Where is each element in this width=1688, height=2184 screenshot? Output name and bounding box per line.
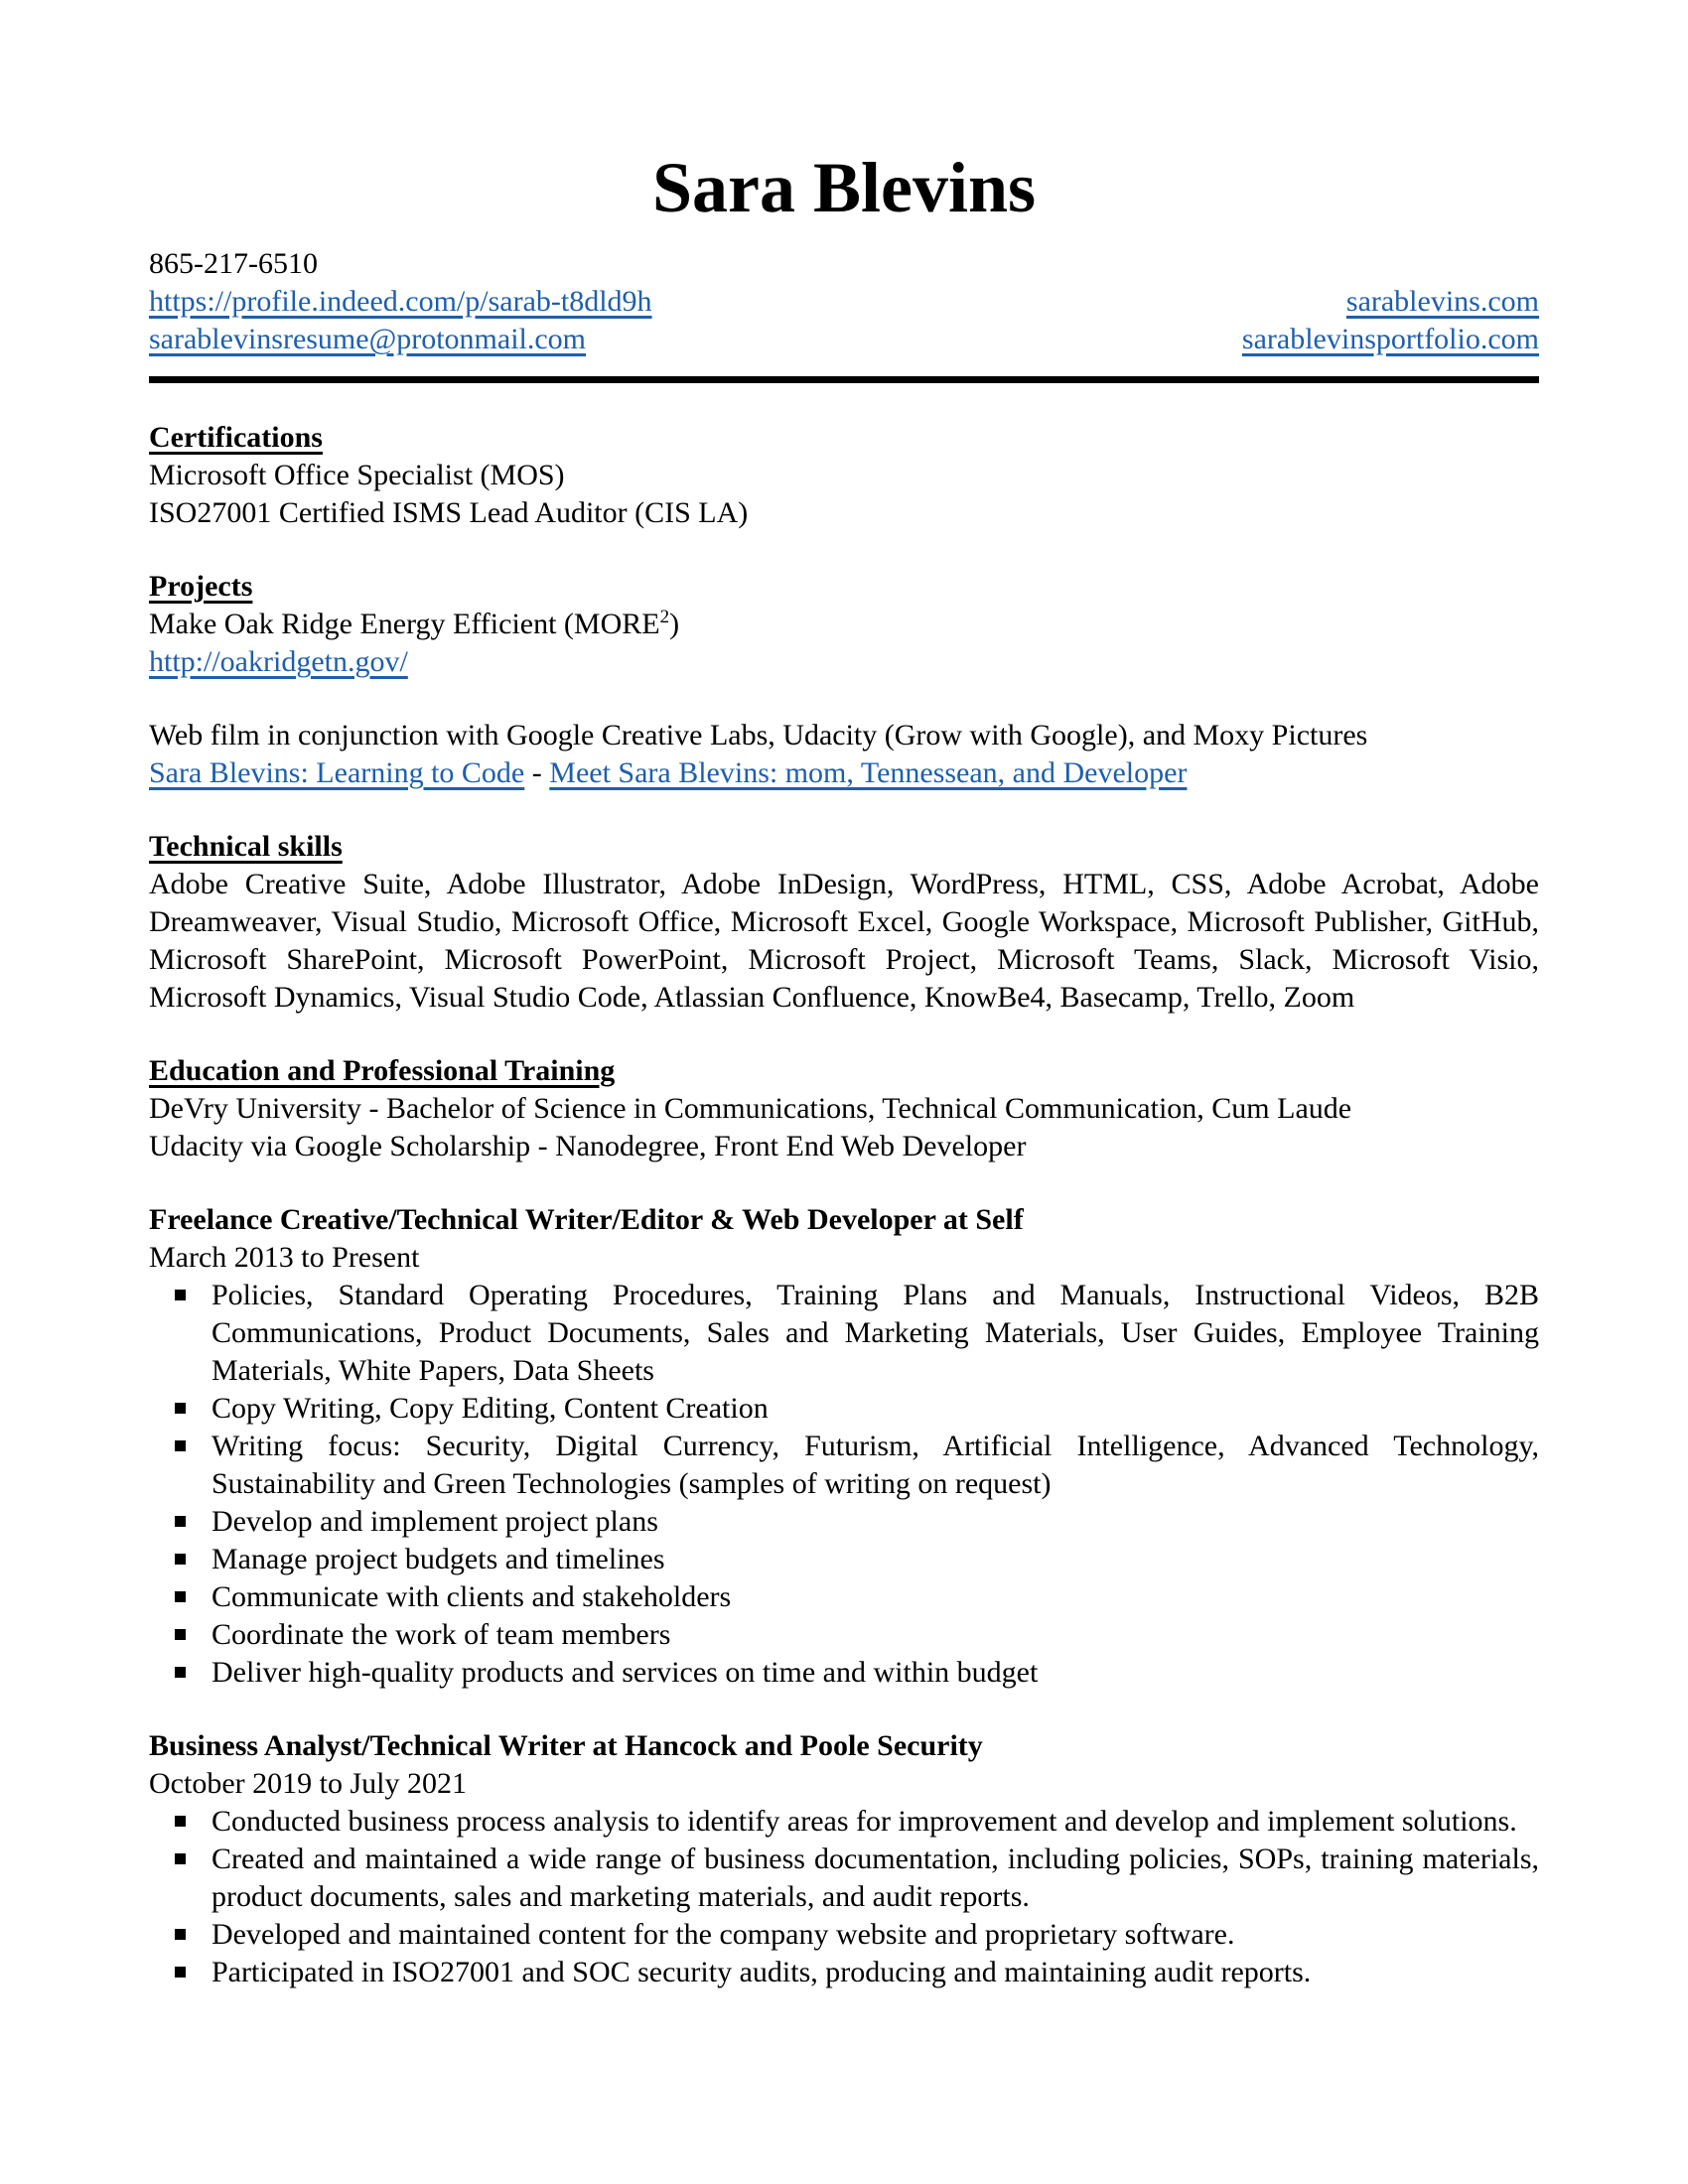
web-film-intro: Web film in conjunction with Google Creative Labs, Udacity (Grow with Google), and Moxy Pictures [149, 719, 1368, 751]
project-name [149, 606, 1539, 643]
education-heading: Education and Professional Training [149, 1054, 616, 1087]
job-bullet: Participated in ISO27001 and SOC security audits, producing and maintaining audit reports. [149, 1954, 1539, 1991]
job-bullet: Coordinate the work of team members [149, 1616, 1539, 1654]
job-bullet: Writing focus: Security, Digital Currency, Futurism, Artificial Intelligence, Advanced Technology, Sustainability and Green Technologies (samples of writing on request) [149, 1428, 1539, 1503]
portfolio-link[interactable]: sarablevinsportfolio.com [1241, 323, 1539, 355]
meet-sara-blevins-link[interactable]: Meet Sara Blevins: mom, Tennessean, and Developer [549, 756, 1188, 789]
project-name-text: Make Oak Ridge Energy Efficient (MORE [149, 608, 660, 640]
contact-row-2 [149, 321, 1539, 358]
project-link-row [149, 643, 1539, 681]
job-bullet: Copy Writing, Copy Editing, Content Creation [149, 1390, 1539, 1428]
hancock-bullet-list [149, 1803, 1539, 1991]
project-name-superscript: 2 [659, 607, 670, 627]
certification-item: ISO27001 Certified ISMS Lead Auditor (CIS LA) [149, 496, 749, 529]
education-item: Udacity via Google Scholarship - Nanodegree, Front End Web Developer [149, 1130, 1027, 1162]
projects-heading: Projects [149, 570, 253, 603]
technical-skills-heading: Technical skills [149, 830, 343, 863]
web-film-links-row [149, 754, 1539, 792]
header-divider [149, 376, 1539, 383]
job-bullet: Conducted business process analysis to identify areas for improvement and develop and implement solutions. [149, 1803, 1539, 1841]
oakridge-link[interactable]: http://oakridgetn.gov/ [149, 645, 408, 678]
job-title-hancock-poole: Business Analyst/Technical Writer at Hancock and Poole Security [149, 1729, 983, 1762]
job-bullet: Policies, Standard Operating Procedures, Training Plans and Manuals, Instructional Videos, B2B Communications, Product Documents, Sales and Marketing Materials, User Guides, Employee Training Materials, White Papers, Data Sheets [149, 1277, 1539, 1390]
technical-skills-text: Adobe Creative Suite, Adobe Illustrator, Adobe InDesign, WordPress, HTML, CSS, Adobe Acrobat, Adobe Dreamweaver, Visual Studio, Microsoft Office, Microsoft Excel, Google Workspace, Microsoft Publisher, GitHub, Microsoft SharePoint, Microsoft PowerPoint, Microsoft Project, Microsoft Teams, Slack, Microsoft Visio, Microsoft Dynamics, Visual Studio Code, Atlassian Confluence, KnowBe4, Basecamp, Trello, Zoom [149, 868, 1539, 1014]
job-bullet: Deliver high-quality products and services on time and within budget [149, 1654, 1539, 1692]
job-bullet: Manage project budgets and timelines [149, 1541, 1539, 1578]
certifications-heading: Certifications [149, 421, 323, 454]
project-name-close-paren: ) [669, 608, 680, 640]
contact-row-1 [149, 283, 1539, 321]
job-bullet: Developed and maintained content for the company website and proprietary software. [149, 1916, 1539, 1954]
job-bullet: Develop and implement project plans [149, 1503, 1539, 1541]
certification-item: Microsoft Office Specialist (MOS) [149, 459, 565, 491]
job-bullet: Created and maintained a wide range of business documentation, including policies, SOPs, training materials, product documents, sales and marketing materials, and audit reports. [149, 1841, 1539, 1916]
film-links-separator: - [524, 756, 550, 789]
freelance-bullet-list [149, 1277, 1539, 1692]
email-link[interactable]: sarablevinsresume@protonmail.com [149, 323, 587, 355]
page-title: Sara Blevins [651, 148, 1037, 227]
job-dates-hancock-poole: October 2019 to July 2021 [149, 1767, 467, 1800]
website-link[interactable]: sarablevins.com [1345, 285, 1539, 318]
job-dates-freelance: March 2013 to Present [149, 1241, 420, 1274]
job-bullet: Communicate with clients and stakeholders [149, 1578, 1539, 1616]
indeed-profile-link[interactable]: https://profile.indeed.com/p/sarab-t8dld9h [149, 285, 652, 318]
phone-number: 865-217-6510 [149, 247, 318, 280]
job-title-freelance: Freelance Creative/Technical Writer/Editor & Web Developer at Self [149, 1203, 1024, 1236]
learning-to-code-link[interactable]: Sara Blevins: Learning to Code [149, 756, 525, 789]
education-item: DeVry University - Bachelor of Science in Communications, Technical Communication, Cum Laude [149, 1092, 1352, 1125]
